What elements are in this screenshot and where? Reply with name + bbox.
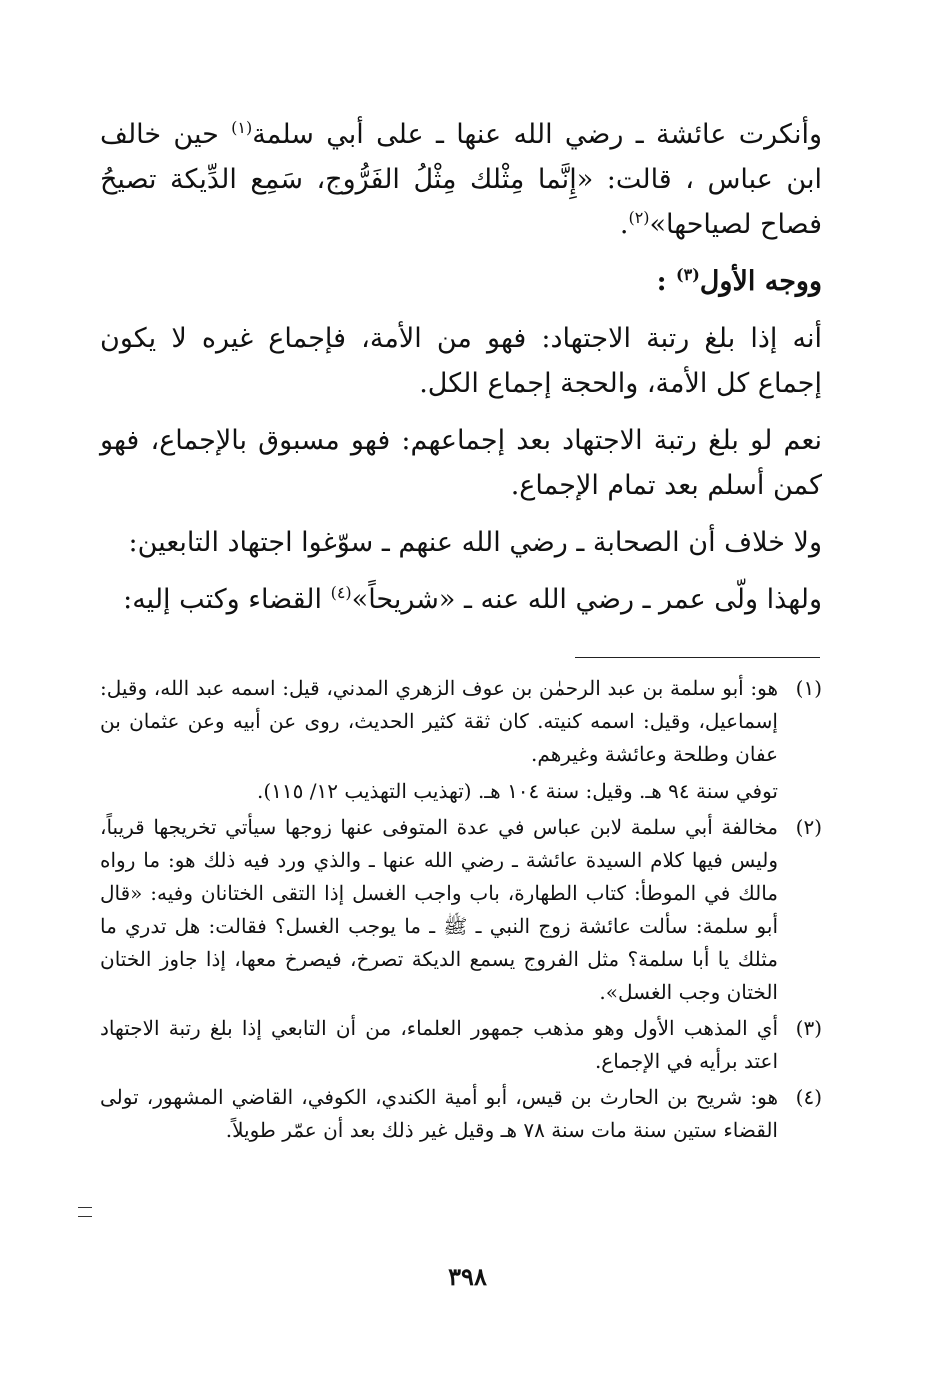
paragraph-4: ولا خلاف أن الصحابة ـ رضي الله عنهم ـ سوّغوا اجتهاد التابعين:: [128, 527, 822, 558]
footnote-number: (٢): [795, 815, 822, 839]
paragraph-1-text-b: حين خالف ابن عباس ، قالت: «إِنَّما مِثْلك مِثْلُ الفَرُّوج، سَمِع الدِّيكة تصيحُ فصاح لصياحها»: [100, 119, 822, 240]
footnote-1: [100, 672, 822, 808]
footnote-ref-2: (٢): [628, 208, 650, 227]
footnote-ref-1: (١): [231, 118, 253, 137]
footnote-4: [100, 1081, 822, 1147]
footnote-text: أي المذهب الأول وهو مذهب جمهور العلماء، من أن التابعي إذا بلغ رتبة الاجتهاد اعتد برأيه في الإجماع.: [100, 1016, 778, 1073]
paragraph-2: أنه إذا بلغ رتبة الاجتهاد: فهو من الأمة، فإجماع غيره لا يكون إجماع كل الأمة، والحجة إجماع الكل.: [100, 323, 822, 399]
footnote-ref-4: (٤): [330, 583, 352, 602]
paragraph-1: [100, 112, 822, 247]
paragraph-5-text-b: القضاء وكتب إليه:: [123, 584, 331, 615]
section-heading-end: :: [656, 266, 677, 297]
page-number: ٣٩٨: [448, 1262, 487, 1291]
section-heading: [100, 259, 822, 304]
footnotes: [100, 672, 822, 1150]
footnote-number: (١): [795, 676, 822, 700]
footnote-text: هو: أبو سلمة بن عبد الرحمٰن بن عوف الزهري المدني، قيل: اسمه عبد الله، وقيل: إسماعيل، وقيل: اسمه كنيته. كان ثقة كثير الحديث، روى عن أبيه وعن عثمان بن عفان وطلحة وعائشة وغيرهم.: [100, 676, 778, 766]
footnote-text: مخالفة أبي سلمة لابن عباس في عدة المتوفى عنها زوجها سيأتي تخريجها قريباً، وليس فيها كلام السيدة عائشة ـ رضي الله عنها ـ والذي ورد فيه ذلك هو: ما رواه مالك في الموطأ: كتاب الطهارة، باب واجب الغسل إذا التقى الختانان وفيه: «قال أبو سلمة: سألت عائشة زوج النبي ـ ﷺ ـ ما يوجب الغسل؟ فقالت: هل تدري ما مثلك يا أبا سلمة؟ مثل الفروج يسمع الديكة تصرخ، فيصرخ معها، إذا جاوز الختان الختان وجب الغسل».: [100, 815, 778, 1004]
paragraph-5-text-a: ولهذا ولّى عمر ـ رضي الله عنه ـ «شريحاً»: [351, 584, 822, 615]
footnote-2: [100, 811, 822, 1009]
footnote-3: [100, 1012, 822, 1078]
margin-mark: [78, 1207, 92, 1217]
paragraph-1-end: .: [619, 209, 629, 240]
main-text: [100, 112, 822, 622]
footnote-text: هو: شريح بن الحارث بن قيس، أبو أمية الكندي، الكوفي، القاضي المشهور، تولى القضاء ستين سنة مات سنة ٧٨ هـ وقيل غير ذلك بعد أن عمّر طويلاً.: [100, 1085, 778, 1142]
paragraph-1-text-a: وأنكرت عائشة ـ رضي الله عنها ـ على أبي سلمة: [252, 119, 822, 150]
footnote-continuation: توفي سنة ٩٤ هـ. وقيل: سنة ١٠٤ هـ. (تهذيب التهذيب ١٢/ ١١٥).: [256, 779, 778, 803]
paragraph-3: نعم لو بلغ رتبة الاجتهاد بعد إجماعهم: فهو مسبوق بالإجماع، فهو كمن أسلم بعد تمام الإجماع.: [100, 425, 822, 501]
footnote-separator: [575, 657, 820, 658]
footnote-number: (٣): [795, 1016, 822, 1040]
footnote-ref-3: (٣): [676, 265, 700, 284]
section-heading-text: ووجه الأول: [699, 266, 822, 297]
paragraph-5: [100, 577, 822, 622]
footnote-number: (٤): [795, 1085, 822, 1109]
